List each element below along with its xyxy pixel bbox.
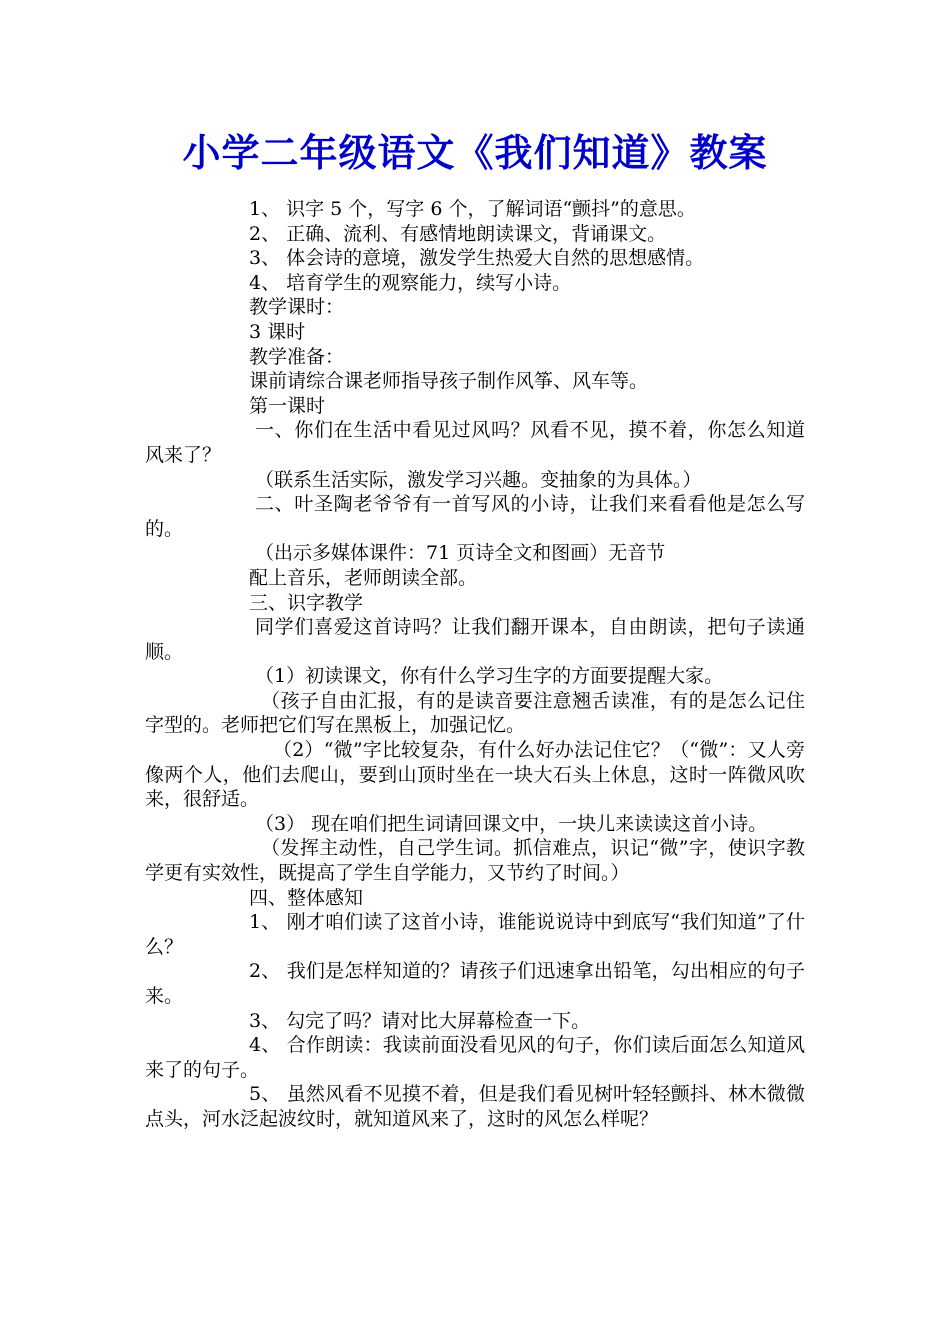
paragraph: 课前请综合课老师指导孩子制作风筝、风车等。 (249, 370, 649, 393)
paragraph: （出示多媒体课件：71 页诗全文和图画）无音节 (255, 542, 666, 565)
section-heading: 四、整体感知 (249, 886, 364, 909)
list-item: 3、 勾完了吗？请对比大屏幕检查一下。 (249, 1009, 591, 1032)
paragraph: （3） 现在咱们把生词请回课文中，一块儿来读读这首小诗。 (255, 812, 768, 835)
objective-item: 2、 正确、流利、有感情地朗读课文，背诵课文。 (249, 222, 667, 245)
paragraph: 配上音乐，老师朗读全部。 (249, 566, 478, 589)
paragraph: （孩子自由汇报，有的是读音要注意翘舌读准，有的是怎么记住字型的。老师把它们写在黑板上，加强记忆。 (145, 689, 805, 737)
objective-item: 1、 识字 5 个，写字 6 个，了解词语“颤抖”的意思。 (249, 198, 696, 220)
section-heading: 第一课时 (249, 394, 326, 417)
list-item: 1、 刚才咱们读了这首小诗，谁能说说诗中到底写“我们知道”了什么？ (145, 911, 805, 958)
document-title: 小学二年级语文《我们知道》教案 (182, 131, 768, 175)
objective-item: 4、 培育学生的观察能力，续写小诗。 (249, 271, 572, 294)
paragraph: （2）“微”字比较复杂，有什么好办法记住它？（“微”：又人旁像两个人，他们去爬山，要到山顶时坐在一块大石头上休息，这时一阵微风吹来，很舒适。 (145, 739, 805, 811)
document-body (145, 197, 805, 1132)
section-heading: 三、识字教学 (249, 591, 364, 614)
list-item: 5、 虽然风看不见摸不着，但是我们看见树叶轻轻颤抖、林木微微点头，河水泛起波纹时，就知道风来了，这时的风怎么样呢？ (145, 1083, 805, 1130)
list-item: 2、 我们是怎样知道的？请孩子们迅速拿出铅笔，勾出相应的句子来。 (145, 960, 805, 1007)
objective-item: 3、 体会诗的意境，激发学生热爱大自然的思想感情。 (249, 247, 705, 270)
paragraph: （联系生活实际，激发学习兴趣。变抽象的为具体。） (255, 468, 702, 491)
paragraph: 二、叶圣陶老爷爷有一首写风的小诗，让我们来看看他是怎么写的。 (145, 493, 805, 540)
paragraph: （发挥主动性，自己学生词。抓信难点，识记“微”字，使识字教学更有实效性，既提高了学生自学能力，又节约了时间。） (145, 837, 805, 885)
paragraph: 3 课时 (249, 320, 306, 343)
list-item: 4、 合作朗读：我读前面没看见风的句子，你们读后面怎么知道风来了的句子。 (145, 1034, 805, 1081)
paragraph: （1）初读课文，你有什么学习生字的方面要提醒大家。 (255, 665, 724, 688)
paragraph: 一、你们在生活中看见过风吗？风看不见，摸不着，你怎么知道风来了？ (145, 419, 805, 466)
section-label: 教学课时： (249, 296, 345, 319)
section-label: 教学准备： (249, 345, 345, 368)
paragraph: 同学们喜爱这首诗吗？让我们翻开课本，自由朗读，把句子读通顺。 (145, 616, 805, 663)
